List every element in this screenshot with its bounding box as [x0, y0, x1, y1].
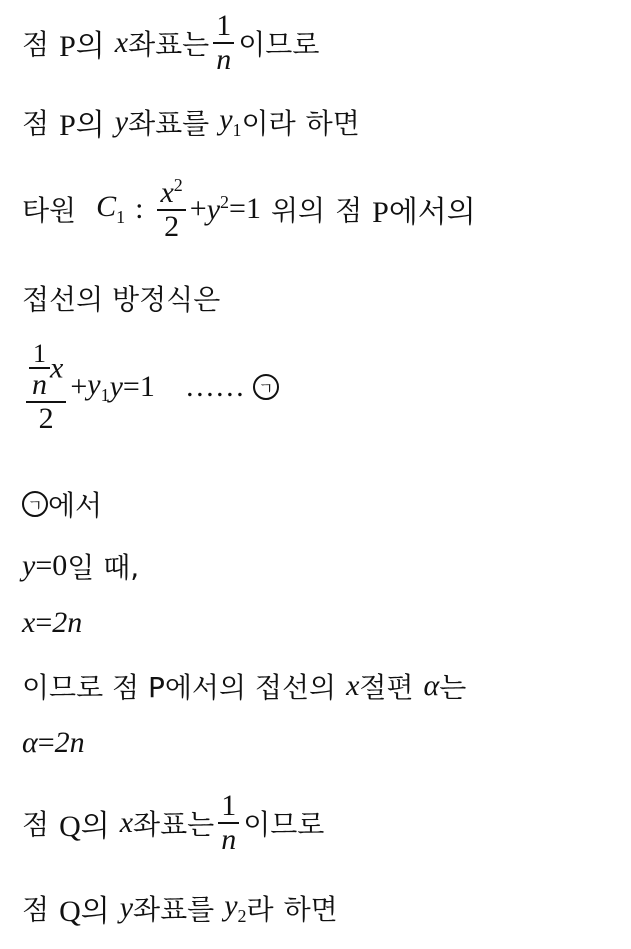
denominator: 2 — [38, 401, 54, 435]
text: 점 — [22, 807, 50, 841]
point-label: P의 — [59, 29, 105, 63]
text: 하면 — [305, 107, 360, 140]
line-11 — [22, 790, 324, 855]
var-x: x — [50, 351, 64, 385]
denominator: n — [221, 822, 237, 856]
var-y2: $y_2$ — [224, 889, 247, 926]
text: 점 — [22, 893, 50, 926]
var-x: x — [22, 606, 36, 639]
text: 하면 — [283, 893, 338, 926]
fraction — [213, 10, 234, 75]
compound-fraction — [26, 340, 66, 434]
zero: 0 — [52, 549, 68, 582]
text: 좌표를 — [128, 107, 210, 140]
numerator: $x^2$ — [160, 175, 183, 209]
text: 일 때, — [67, 551, 140, 584]
circled-mark: ㄱ — [22, 491, 48, 517]
var-y1: $y_1$ — [87, 368, 110, 406]
text: 라 — [246, 893, 274, 926]
line-10 — [22, 726, 85, 760]
numerator — [26, 340, 66, 401]
var-y: $y^2$ — [206, 191, 230, 226]
var-x: x — [346, 669, 360, 702]
var-x: x — [119, 805, 134, 839]
text: 좌표는 — [128, 27, 210, 61]
line-4 — [22, 278, 220, 318]
plus: + — [70, 370, 88, 404]
equals: = — [35, 606, 53, 639]
numerator: 1 — [216, 9, 232, 42]
line-5 — [22, 340, 279, 434]
line-6 — [22, 484, 102, 524]
equals: = — [35, 549, 53, 582]
rhs: 1 — [139, 370, 155, 404]
text: 는 — [439, 671, 467, 704]
equals: = — [229, 192, 246, 225]
text: 이므로 — [238, 27, 320, 61]
var-alpha: α — [22, 726, 38, 759]
inner-numerator: 1 — [33, 339, 46, 368]
text: 에서 — [48, 489, 103, 522]
point-label: Q의 — [59, 809, 110, 843]
var-x: x — [114, 25, 129, 59]
text: 좌표를 — [133, 893, 215, 926]
circled-mark: ㄱ — [253, 374, 279, 400]
text: 절편 — [359, 671, 414, 704]
text: 타원 — [22, 194, 77, 227]
var-y: y — [119, 891, 134, 924]
denominator: n — [216, 42, 232, 76]
var-alpha: α — [423, 669, 440, 702]
line-2 — [22, 100, 360, 144]
numerator: 1 — [221, 789, 237, 822]
text: 점 — [22, 107, 50, 140]
equals: = — [122, 370, 140, 404]
var-y: y — [114, 105, 129, 138]
var-y: y — [109, 370, 123, 404]
text: 점 — [22, 27, 50, 61]
text: 이므로 — [243, 807, 325, 841]
text: 접선의 방정식은 — [22, 283, 221, 316]
text: 위의 — [270, 194, 326, 227]
inner-denominator: n — [32, 368, 47, 402]
text: 이므로 점 P에서의 접선의 — [22, 671, 337, 704]
fraction — [218, 790, 239, 855]
point-label: Q의 — [59, 895, 110, 928]
text: P에서의 — [372, 196, 476, 229]
line-9 — [22, 666, 466, 706]
text: 점 — [335, 194, 363, 227]
ellipsis: …… — [184, 370, 245, 404]
ellipse-name: $C_1$ — [96, 190, 126, 227]
rhs: 2n — [52, 606, 83, 639]
text: 좌표는 — [133, 807, 215, 841]
rhs: 2n — [54, 726, 85, 759]
inner-fraction — [29, 340, 50, 401]
denominator: 2 — [164, 209, 180, 243]
var-y1: $y_1$ — [219, 103, 242, 140]
line-12 — [22, 886, 338, 930]
equals: = — [37, 726, 55, 759]
fraction — [157, 176, 185, 242]
colon: : — [135, 192, 144, 225]
line-8 — [22, 606, 82, 640]
text: 이라 — [241, 107, 296, 140]
line-3 — [22, 176, 476, 242]
line-7 — [22, 546, 139, 586]
point-label: P의 — [59, 109, 105, 142]
rhs: 1 — [245, 192, 261, 225]
line-1 — [22, 10, 319, 75]
var-y: y — [22, 549, 36, 582]
plus: + — [189, 192, 207, 225]
